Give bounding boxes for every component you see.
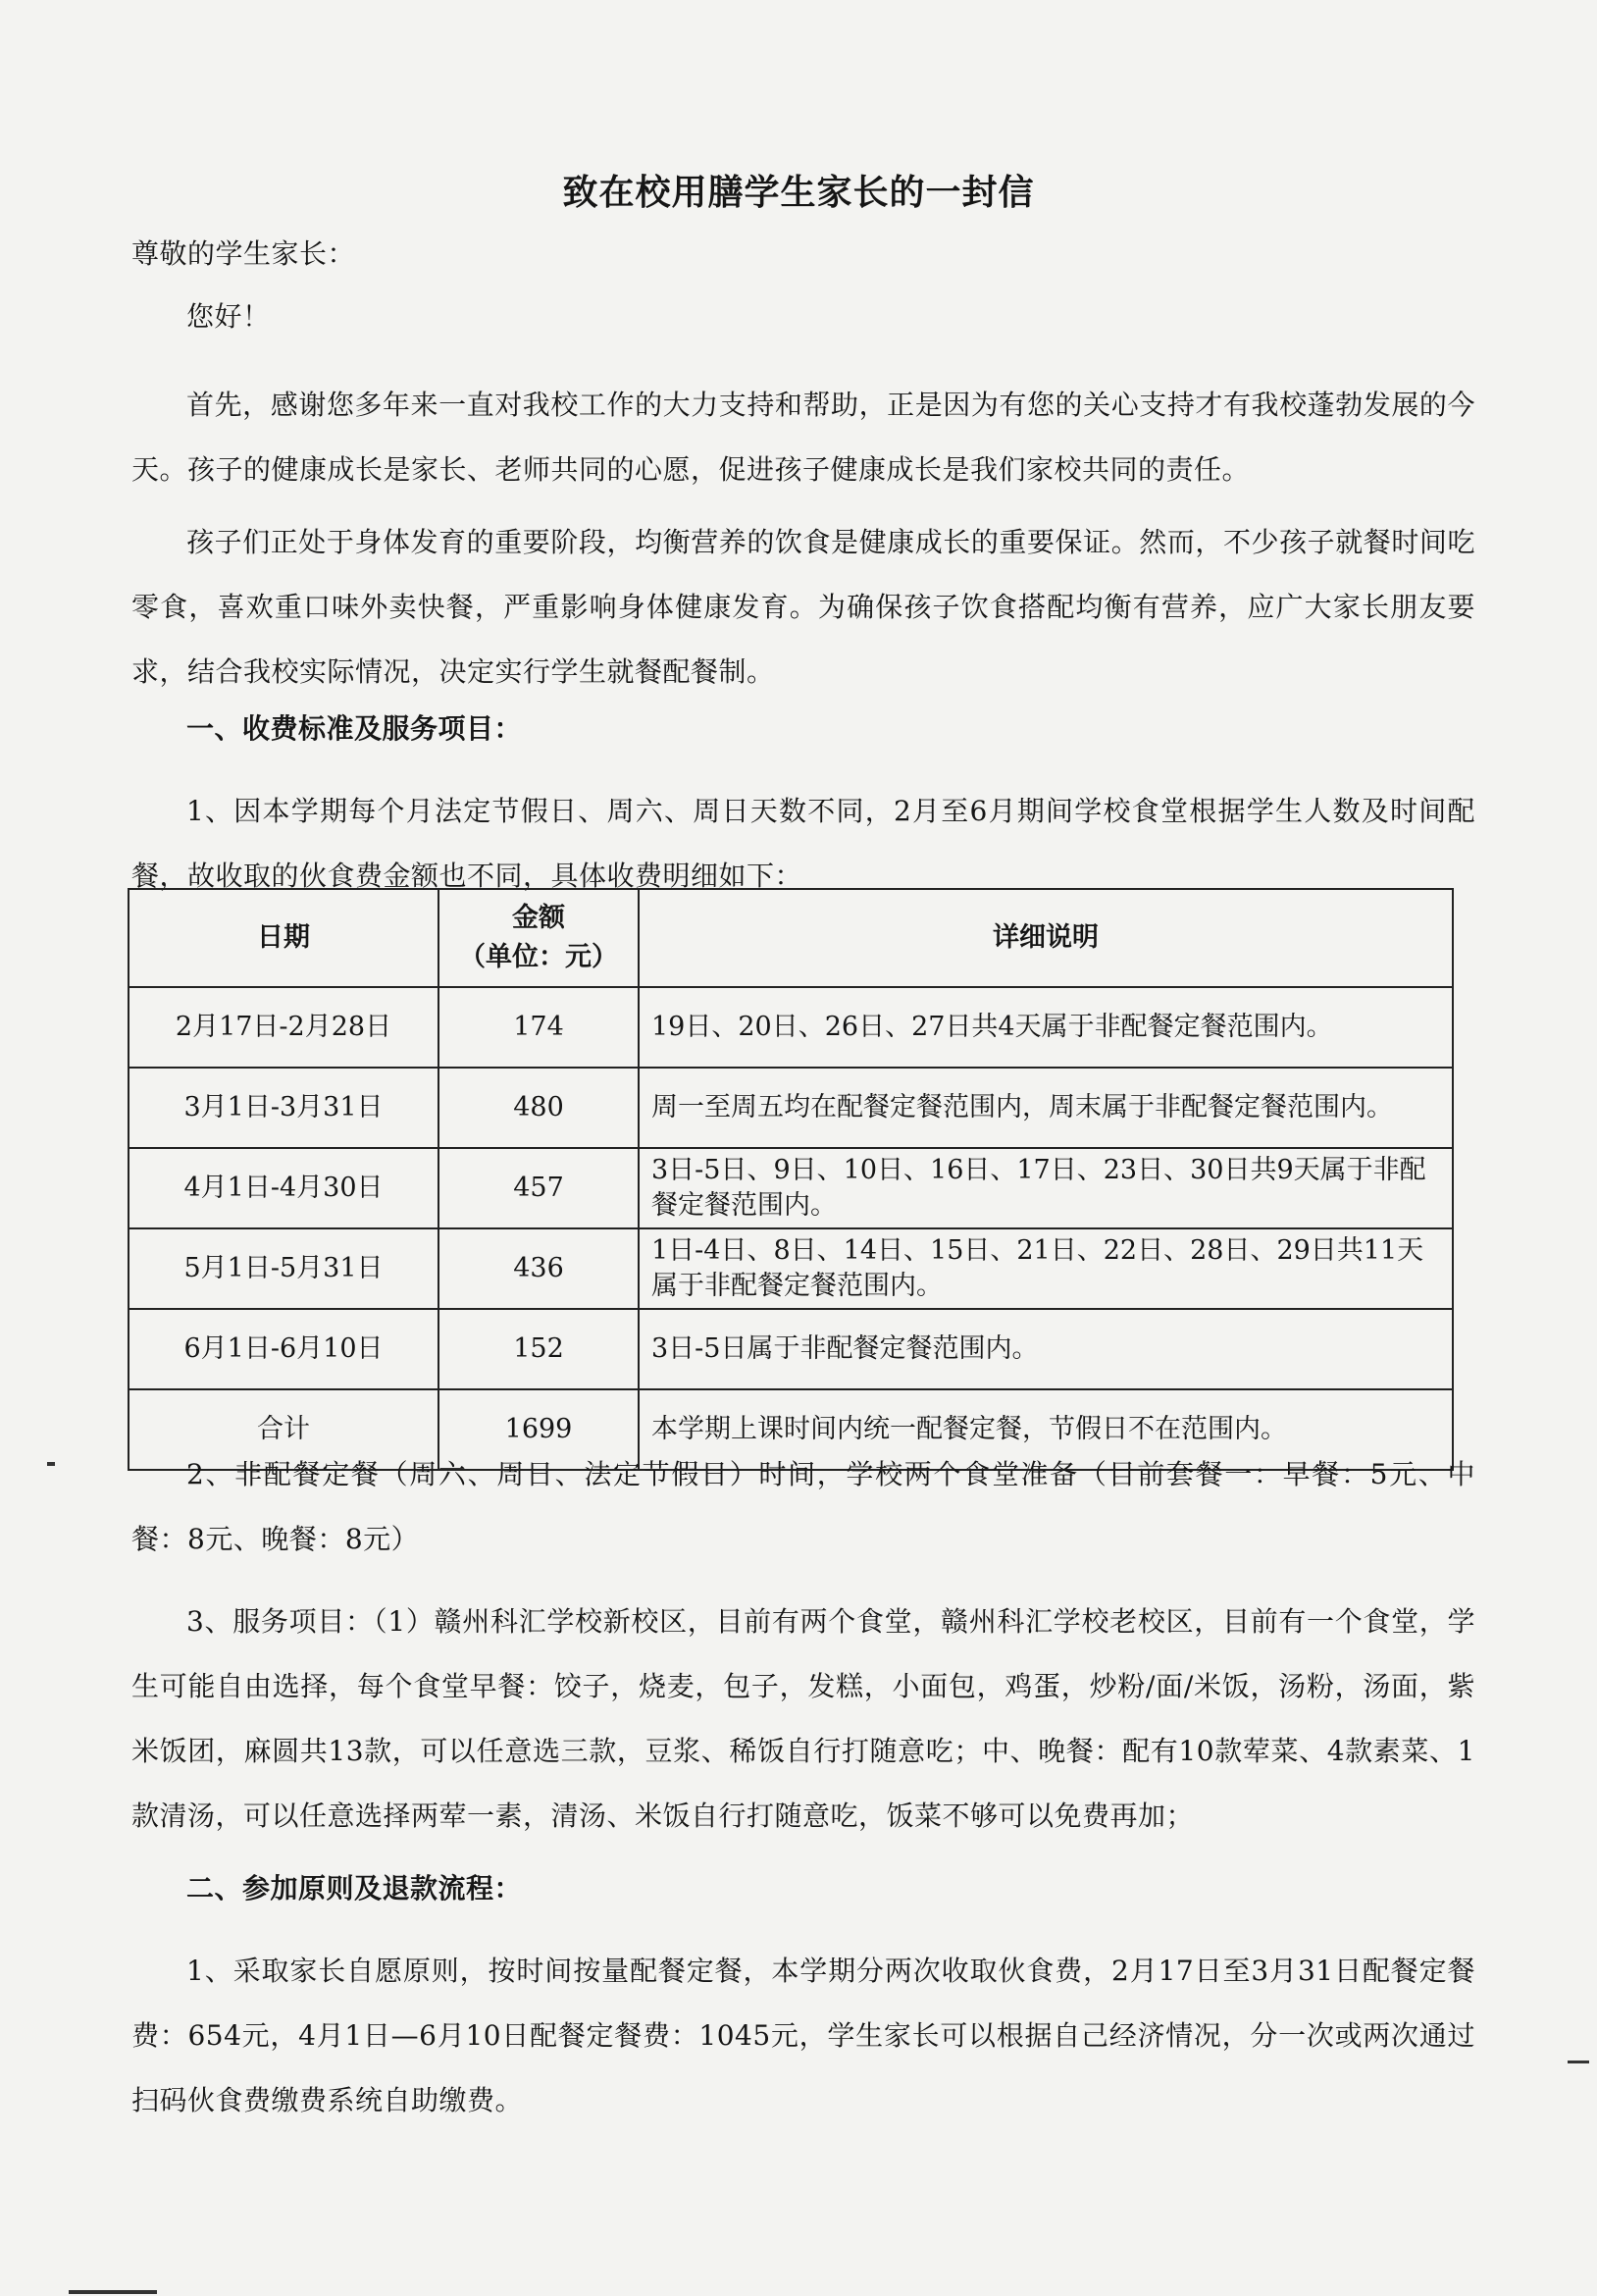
greeting: 您好！ — [186, 300, 271, 333]
row-amount: 480 — [438, 1068, 639, 1148]
row-amount: 436 — [438, 1228, 639, 1309]
row-note: 周一至周五均在配餐定餐范围内，周末属于非配餐定餐范围内。 — [639, 1068, 1453, 1148]
table-row — [129, 987, 1453, 1068]
row-date: 4月1日-4月30日 — [129, 1148, 438, 1228]
header-amount — [438, 889, 639, 987]
table-row — [129, 1309, 1453, 1389]
total-label: 合计 — [129, 1389, 438, 1470]
row-note: 19日、20日、26日、27日共4天属于非配餐定餐范围内。 — [639, 987, 1453, 1068]
row-date: 6月1日-6月10日 — [129, 1309, 438, 1389]
header-amount-line2: （单位：元） — [459, 942, 618, 972]
scan-speck — [47, 1462, 55, 1466]
table-row — [129, 1068, 1453, 1148]
section1-item3: 3、服务项目：（1）赣州科汇学校新校区，目前有两个食堂，赣州科汇学校老校区，目前有一个食堂，学生可能自由选择，每个食堂早餐：饺子，烧麦，包子，发糕，小面包，鸡蛋，炒粉/面/米饭，汤粉，汤面，紫米饭团，麻圆共13款，可以任意选三款，豆浆、稀饭自行打随意吃；中、晚餐：配有10款荤菜、4款素菜、1款清汤，可以任意选择两荤一素，清汤、米饭自行打随意吃，饭菜不够可以免费再加； — [131, 1605, 1475, 1832]
row-date: 5月1日-5月31日 — [129, 1228, 438, 1309]
intro-paragraph-2: 孩子们正处于身体发育的重要阶段，均衡营养的饮食是健康成长的重要保证。然而，不少孩子就餐时间吃零食，喜欢重口味外卖快餐，严重影响身体健康发育。为确保孩子饮食搭配均衡有营养，应广大家长朋友要求，结合我校实际情况，决定实行学生就餐配餐制。 — [131, 526, 1475, 688]
section2-item1: 1、采取家长自愿原则，按时间按量配餐定餐，本学期分两次收取伙食费，2月17日至3月31日配餐定餐费：654元，4月1日—6月10日配餐定餐费：1045元，学生家长可以根据自己经济情况，分一次或两次通过扫码伙食费缴费系统自助缴费。 — [131, 1955, 1475, 2116]
section1-item1: 1、因本学期每个月法定节假日、周六、周日天数不同，2月至6月期间学校食堂根据学生人数及时间配餐，故收取的伙食费金额也不同，具体收费明细如下： — [131, 795, 1475, 892]
total-amount: 1699 — [438, 1389, 639, 1470]
row-date: 2月17日-2月28日 — [129, 987, 438, 1068]
section1-heading: 一、收费标准及服务项目： — [186, 712, 523, 745]
table-header-row — [129, 889, 1453, 987]
fee-table — [128, 888, 1454, 1471]
total-note: 本学期上课时间内统一配餐定餐，节假日不在范围内。 — [639, 1389, 1453, 1470]
salutation: 尊敬的学生家长： — [131, 237, 356, 270]
header-amount-line1: 金额 — [512, 903, 565, 933]
section2-heading: 二、参加原则及退款流程： — [186, 1872, 523, 1905]
header-date: 日期 — [129, 889, 438, 987]
section1-item2: 2、非配餐定餐（周六、周日、法定节假日）时间，学校两个食堂准备（目前套餐一：早餐：5元、中餐：8元、晚餐：8元） — [131, 1458, 1475, 1555]
row-date: 3月1日-3月31日 — [129, 1068, 438, 1148]
row-note: 3日-5日、9日、10日、16日、17日、23日、30日共9天属于非配餐定餐范围内。 — [639, 1148, 1453, 1228]
row-amount: 174 — [438, 987, 639, 1068]
row-amount: 152 — [438, 1309, 639, 1389]
table-row — [129, 1228, 1453, 1309]
table-row — [129, 1148, 1453, 1228]
row-note: 1日-4日、8日、14日、15日、21日、22日、28日、29日共11天属于非配餐定餐范围内。 — [639, 1228, 1453, 1309]
scan-bottom-edge — [69, 2290, 157, 2294]
intro-paragraph-1: 首先，感谢您多年来一直对我校工作的大力支持和帮助，正是因为有您的关心支持才有我校蓬勃发展的今天。孩子的健康成长是家长、老师共同的心愿，促进孩子健康成长是我们家校共同的责任。 — [131, 389, 1475, 486]
page-title: 致在校用膳学生家长的一封信 — [562, 173, 1035, 213]
row-amount: 457 — [438, 1148, 639, 1228]
header-note: 详细说明 — [639, 889, 1453, 987]
row-note: 3日-5日属于非配餐定餐范围内。 — [639, 1309, 1453, 1389]
scan-edge-line — [1568, 2061, 1589, 2063]
